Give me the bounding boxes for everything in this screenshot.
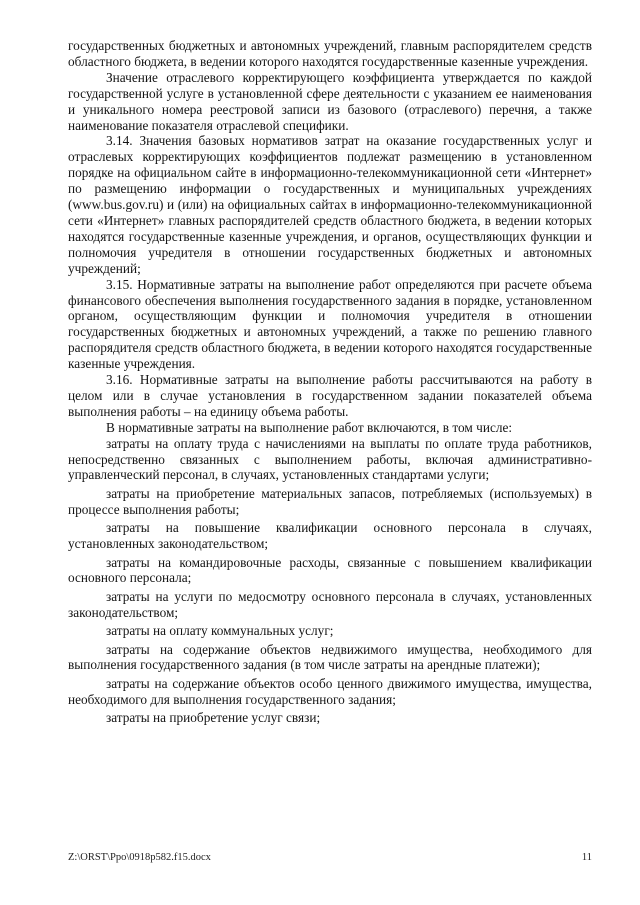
paragraph: затраты на услуги по медосмотру основного персонала в случаях, установленных законодательством; [68,588,592,620]
paragraph: затраты на оплату коммунальных услуг; [106,623,334,639]
document-body [68,38,592,726]
paragraph: затраты на содержание объектов недвижимого имущества, необходимого для выполнения государственного задания (в том числе затраты на арендные платежи); [68,641,592,673]
paragraph: государственных бюджетных и автономных учреждений, главным распорядителем средств областного бюджета, в ведении которого находятся государственные казенные учреждения. [68,38,592,69]
paragraph: затраты на приобретение материальных запасов, потребляемых (используемых) в процессе выполнения работы; [68,485,592,517]
file-path: Z:\ORST\Ppo\0918p582.f15.docx [68,852,211,863]
paragraph: Значение отраслевого корректирующего коэффициента утверждается по каждой государственной услуге в установленной сфере деятельности с указанием ее наименования и уникального номера реестровой записи из базового (отраслевого) перечня, а также наименование показателя отраслевой специфики. [68,69,592,133]
paragraph: затраты на командировочные расходы, связанные с повышением квалификации основного персонала; [68,554,592,586]
page-footer [68,852,592,863]
page-number: 11 [581,852,592,863]
paragraph: 3.16. Нормативные затраты на выполнение работы рассчитываются на работу в целом или в случае установления в государственном задании показателей объема выполнения работы – на единицу объема работы. [68,372,592,419]
paragraph: В нормативные затраты на выполнение работ включаются, в том числе: [106,419,513,435]
paragraph: 3.14. Значения базовых нормативов затрат на оказание государственных услуг и отраслевых корректирующих коэффициентов подлежат размещению в установленном порядке на официальном сайте в информационно-телекоммуникационной сети «Интернет» по размещению информации о государственных и муниципальных учреждениях (www.bus.gov.ru) и (или) на официальных сайтах в информационно-телекоммуникационной сети «Интернет» главных распорядителей средств областного бюджета, в ведении которых находятся государственные казенные учреждения, и органов, осуществляющих функции и полномочия учредителя в отношении государственных бюджетных и автономных учреждений; [68,133,592,276]
paragraph: затраты на повышение квалификации основного персонала в случаях, установленных законодательством; [68,520,592,552]
paragraph: затраты на содержание объектов особо ценного движимого имущества, имущества, необходимого для выполнения государственного задания; [68,675,592,707]
paragraph: затраты на приобретение услуг связи; [106,710,321,726]
paragraph: 3.15. Нормативные затраты на выполнение работ определяются при расчете объема финансового обеспечения выполнения государственного задания в порядке, установленном органом, осуществляющим функции и полномочия учредителя в отношении государственных бюджетных и автономных учреждений, а также по решению главного распорядителя средств областного бюджета, в ведении которого находятся государственные казенные учреждения. [68,276,592,372]
paragraph: затраты на оплату труда с начислениями на выплаты по оплате труда работников, непосредственно связанных с выполнением работы, включая административно-управленческий персонал, в случаях, установленных стандартами услуги; [68,435,592,483]
